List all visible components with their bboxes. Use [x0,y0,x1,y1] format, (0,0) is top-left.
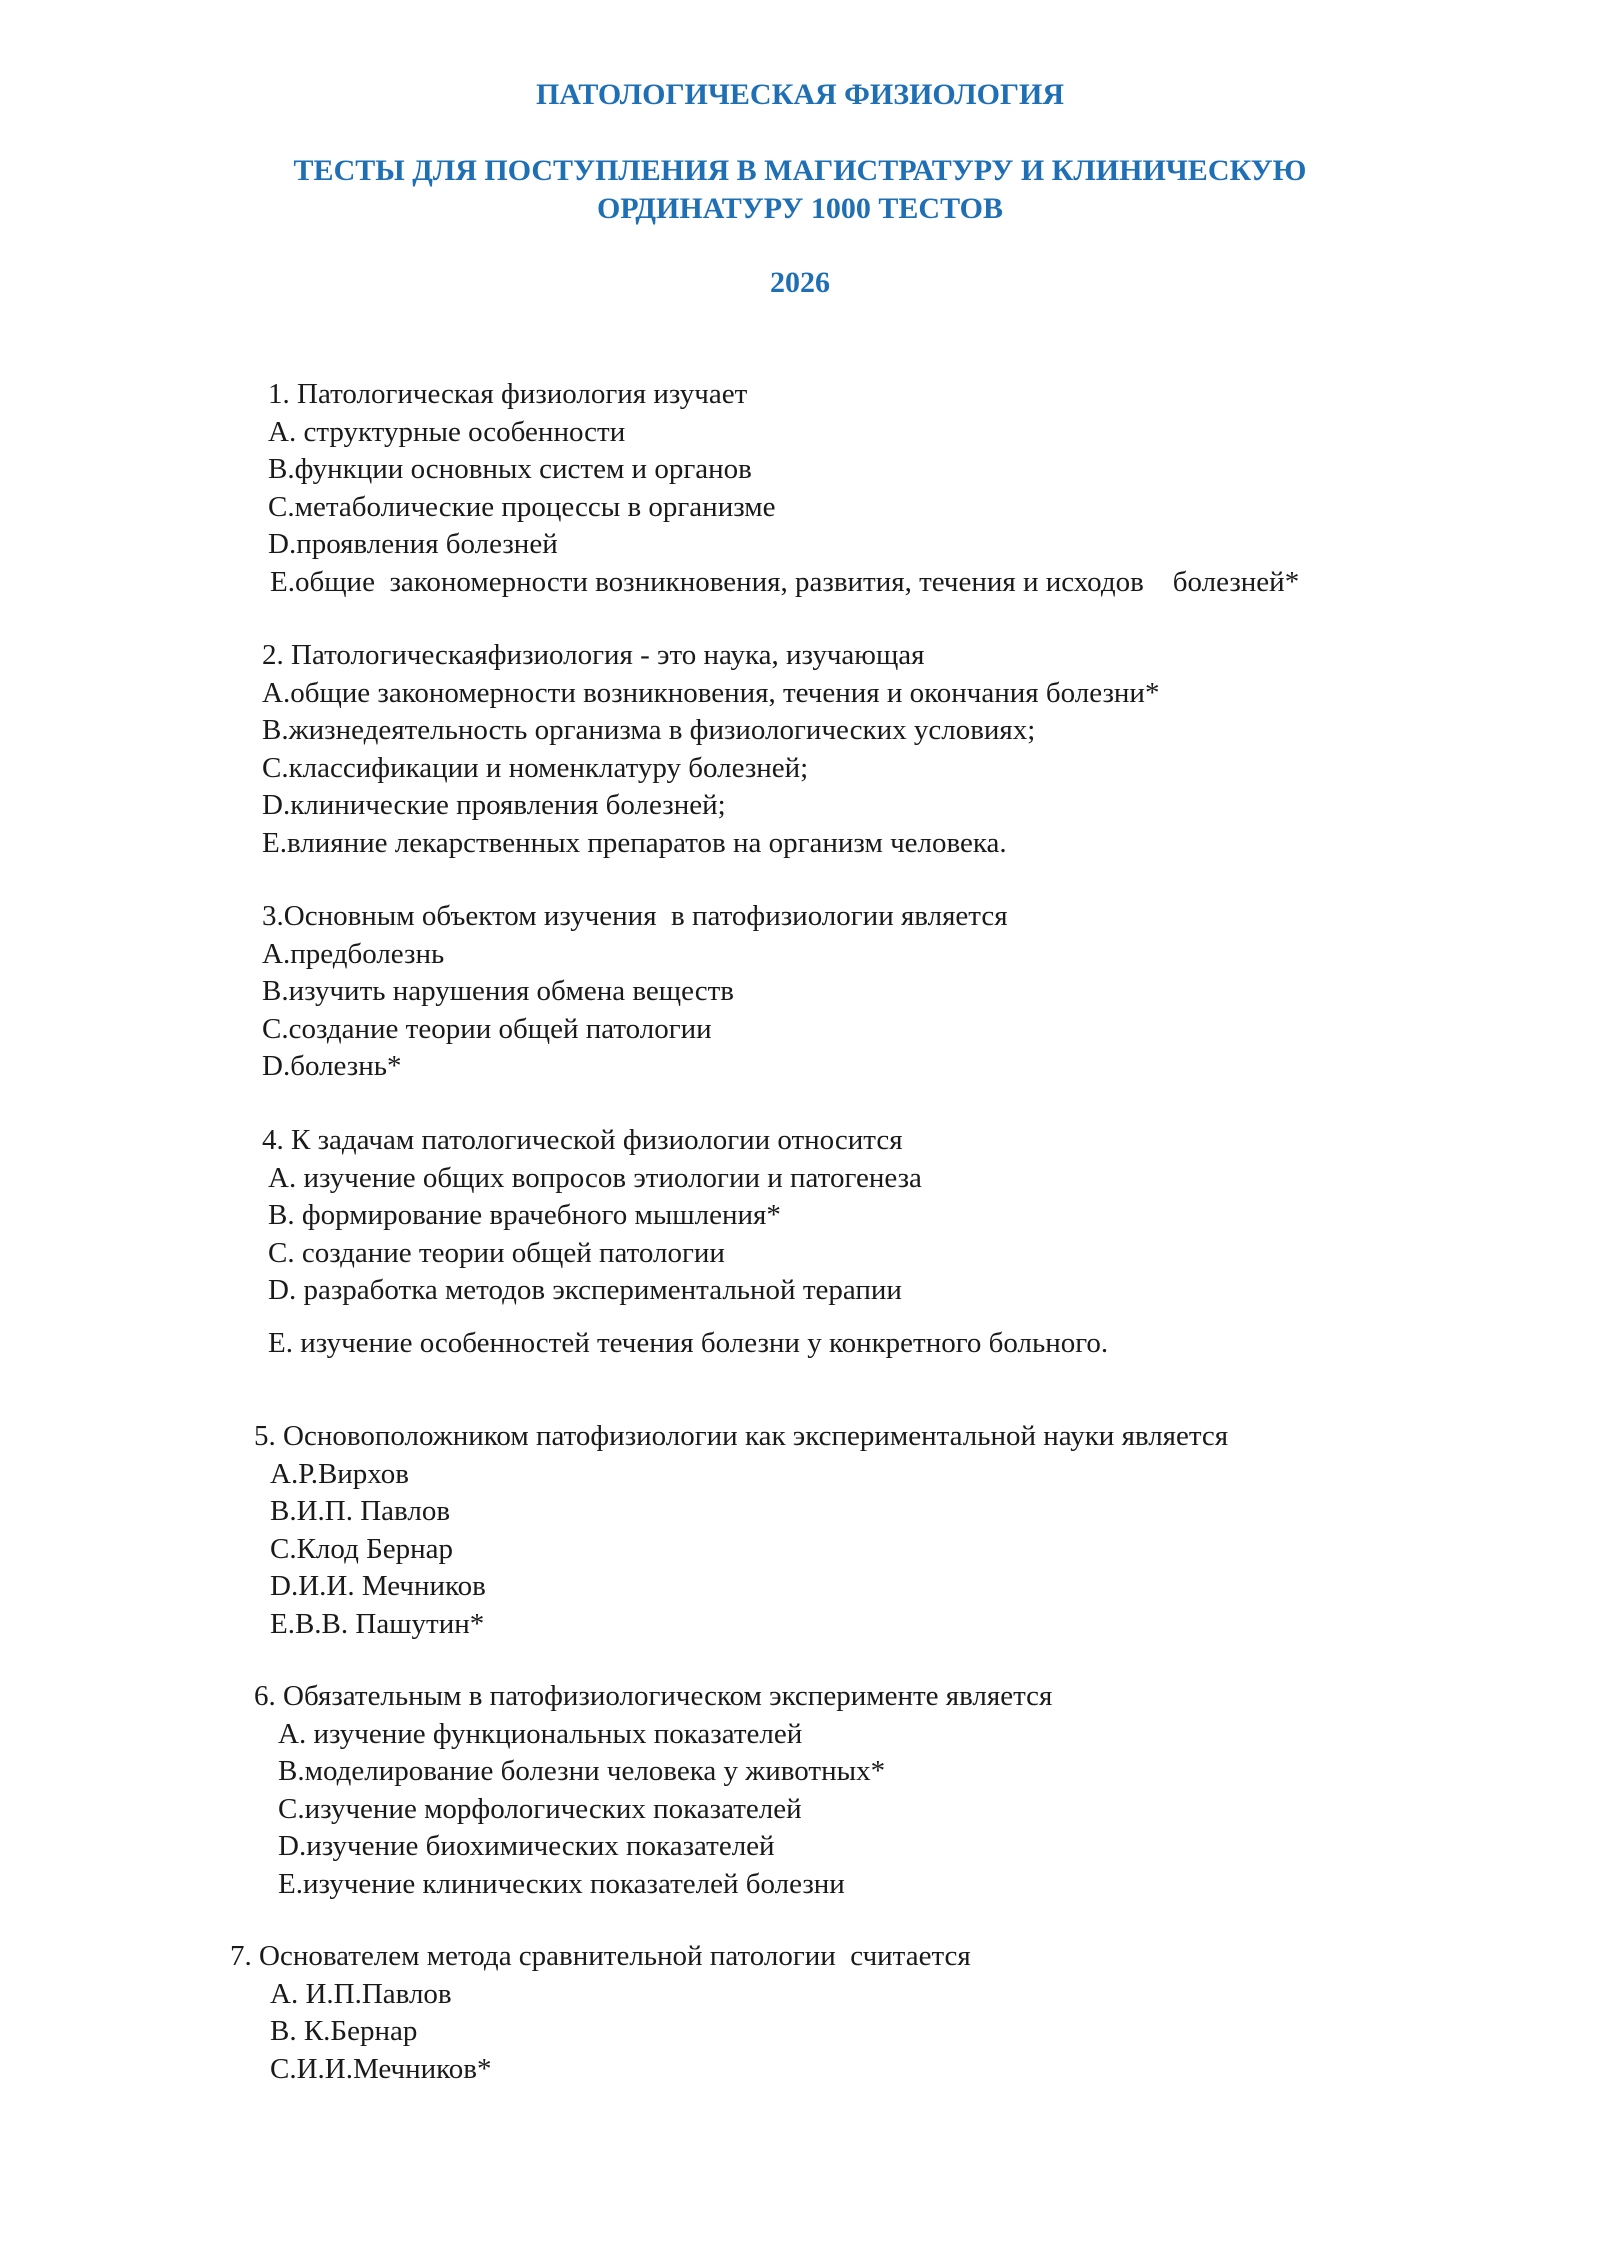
question-6-option-b: B.моделирование болезни человека у животных* [278,1755,886,1787]
question-2-option-d: D.клинические проявления болезней; [262,789,726,821]
question-1-title: 1. Патологическая физиология изучает [268,378,748,410]
question-5-option-a: A.Р.Вирхов [270,1457,409,1490]
question-5-option-c: C.Клод Бернар [270,1532,453,1565]
question-7-option-b: B. К.Бернар [270,2015,418,2047]
question-3-option-a: A.предболезнь [262,937,445,970]
question-1-option-c: C.метаболические процессы в организме [268,490,776,523]
question-1-option-b: B.функции основных систем и органов [268,453,752,485]
question-6 [254,1678,1052,1903]
question-1 [268,376,1299,601]
question-6-option-d: D.изучение биохимических показателей [278,1830,775,1862]
question-2-option-c: C.классификации и номенклатуру болезней; [262,751,809,784]
document-subtitle-line-1: ТЕСТЫ ДЛЯ ПОСТУПЛЕНИЯ В МАГИСТРАТУРУ И КЛИНИЧЕСКУЮ [293,154,1307,187]
question-5-option-e: E.В.В. Пашутин* [270,1607,485,1640]
question-4-option-d: D. разработка методов экспериментальной терапии [268,1274,902,1306]
question-4-option-e: E. изучение особенностей течения болезни у конкретного больного. [268,1326,1109,1359]
question-3 [262,898,1008,1086]
question-3-option-d: D.болезнь* [262,1050,402,1082]
question-1-option-a: A. структурные особенности [268,415,626,448]
document-subtitle-line-2: ОРДИНАТУРУ 1000 ТЕСТОВ [596,192,1004,225]
question-2-title: 2. Патологическаяфизиология - это наука, изучающая [262,639,925,671]
question-3-option-c: C.создание теории общей патологии [262,1012,712,1045]
question-7-title: 7. Основателем метода сравнительной патологии считается [230,1940,971,1972]
question-2-option-b: B.жизнедеятельность организма в физиологических условиях; [262,714,1036,746]
question-2-option-e: E.влияние лекарственных препаратов на организм человека. [262,826,1007,859]
question-4-option-c: C. создание теории общей патологии [268,1236,725,1269]
question-6-title: 6. Обязательным в патофизиологическом эксперименте является [254,1680,1053,1712]
question-1-option-e: E.общие закономерности возникновения, развития, течения и исходов болезней* [270,565,1300,598]
question-4-title: 4. К задачам патологической физиологии относится [262,1124,903,1156]
question-5-option-d: D.И.И. Мечников [270,1570,486,1602]
question-2 [262,637,1159,862]
document-title: ПАТОЛОГИЧЕСКАЯ ФИЗИОЛОГИЯ [535,78,1065,111]
question-6-option-c: C.изучение морфологических показателей [278,1792,802,1825]
question-7-option-a: A. И.П.Павлов [270,1977,452,2010]
question-1-option-d: D.проявления болезней [268,528,558,560]
question-6-option-a: A. изучение функциональных показателей [278,1717,803,1750]
document-year: 2026 [770,266,830,299]
question-4-option-a: A. изучение общих вопросов этиологии и патогенеза [268,1161,922,1194]
question-4-option-b: B. формирование врачебного мышления* [268,1199,781,1231]
question-7-option-c: C.И.И.Мечников* [270,2052,492,2085]
question-4 [262,1122,1108,1362]
question-5-title: 5. Основоположником патофизиологии как экспериментальной науки является [254,1420,1229,1452]
question-5 [254,1418,1228,1643]
question-6-option-e: E.изучение клинических показателей болезни [278,1867,845,1900]
question-3-title: 3.Основным объектом изучения в патофизиологии является [262,900,1008,932]
question-3-option-b: B.изучить нарушения обмена веществ [262,975,734,1007]
question-5-option-b: B.И.П. Павлов [270,1495,451,1527]
question-7 [230,1938,971,2088]
question-2-option-a: A.общие закономерности возникновения, течения и окончания болезни* [262,676,1160,709]
